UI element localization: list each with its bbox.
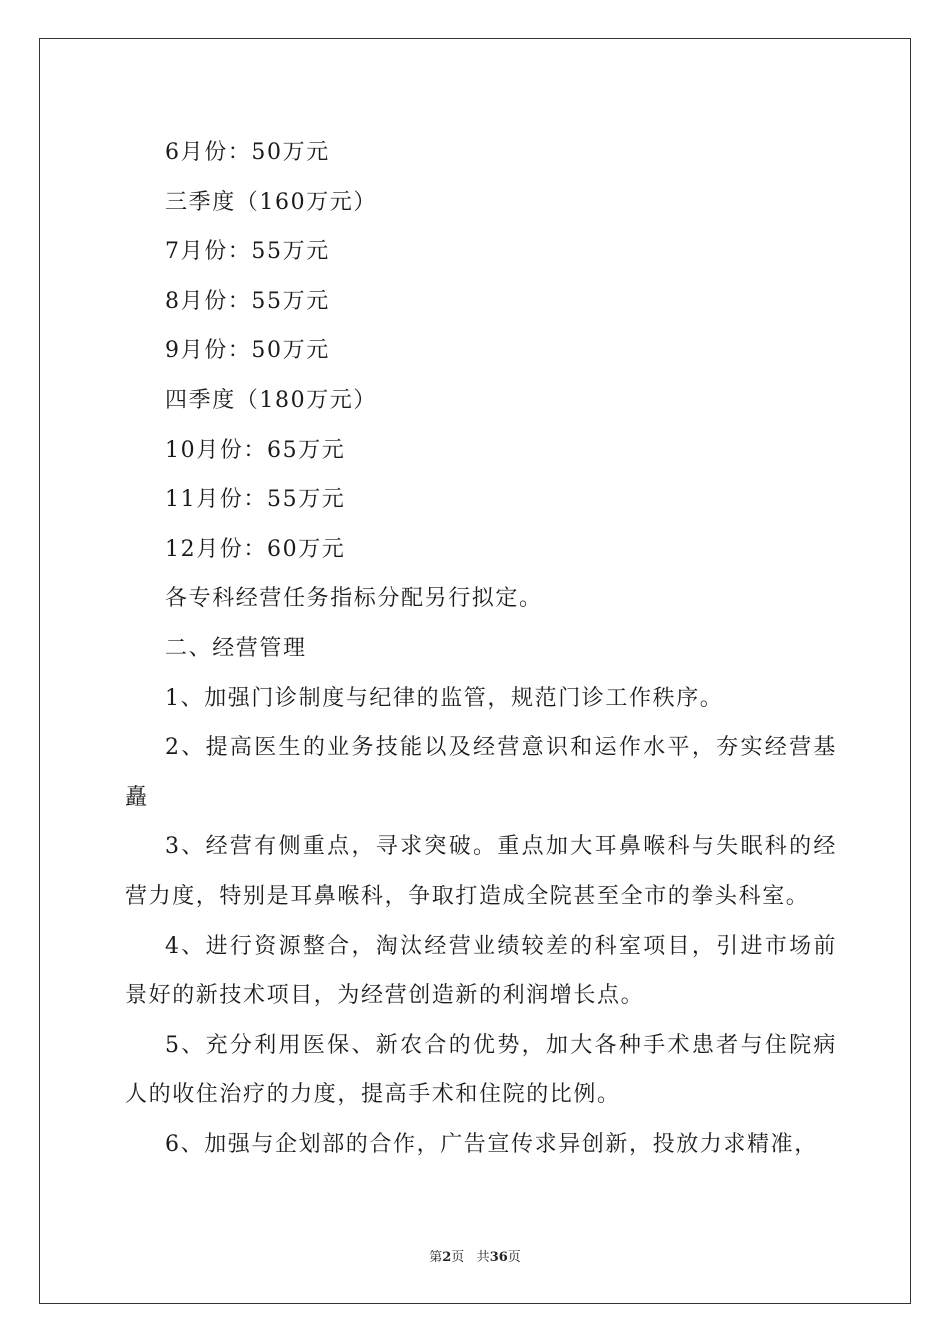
text-line: 1、加强门诊制度与纪律的监管，规范门诊工作秩序。 [165, 685, 724, 711]
page-footer [0, 1246, 950, 1265]
paragraph: 4、进行资源整合，淘汰经营业绩较差的科室项目，引进市场前景好的新技术项目，为经营创造新的利润增长点。 [125, 933, 837, 1009]
paragraph: 6、加强与企划部的合作，广告宣传求异创新，投放力求精准， [165, 1131, 818, 1157]
text-line: 各专科经营任务指标分配另行拟定。 [165, 586, 543, 612]
footer-total-pages: 36 [489, 1250, 508, 1265]
text-line: 9月份：50万元 [165, 338, 330, 364]
footer-page-number: 2 [442, 1250, 452, 1265]
text-line: 11月份：55万元 [165, 487, 346, 513]
footer-total-suffix: 页 [507, 1250, 521, 1265]
section-heading: 二、经营管理 [165, 635, 307, 661]
paragraph: 5、充分利用医保、新农合的优势，加大各种手术患者与住院病人的收住治疗的力度，提高手术和住院的比例。 [125, 1032, 837, 1108]
footer-total-prefix: 共 [476, 1250, 490, 1265]
text-line: 四季度（180万元） [165, 387, 377, 413]
text-line: 6月份：50万元 [165, 140, 330, 165]
text-line: 10月份：65万元 [165, 437, 346, 463]
footer-page-suffix: 页 [451, 1250, 465, 1265]
footer-prefix: 第 [429, 1250, 443, 1265]
text-line: 12月份：60万元 [165, 536, 346, 562]
text-line: 8月份：55万元 [165, 288, 330, 314]
text-line: 7月份：55万元 [165, 239, 330, 265]
text-line: 三季度（160万元） [165, 189, 377, 215]
document-body [125, 128, 837, 1169]
paragraph: 2、提高医生的业务技能以及经营意识和运作水平，夯实经营基矗 [125, 735, 837, 810]
paragraph: 3、经营有侧重点，寻求突破。重点加大耳鼻喉科与失眠科的经营力度，特别是耳鼻喉科，争取打造成全院甚至全市的拳头科室。 [125, 834, 837, 909]
